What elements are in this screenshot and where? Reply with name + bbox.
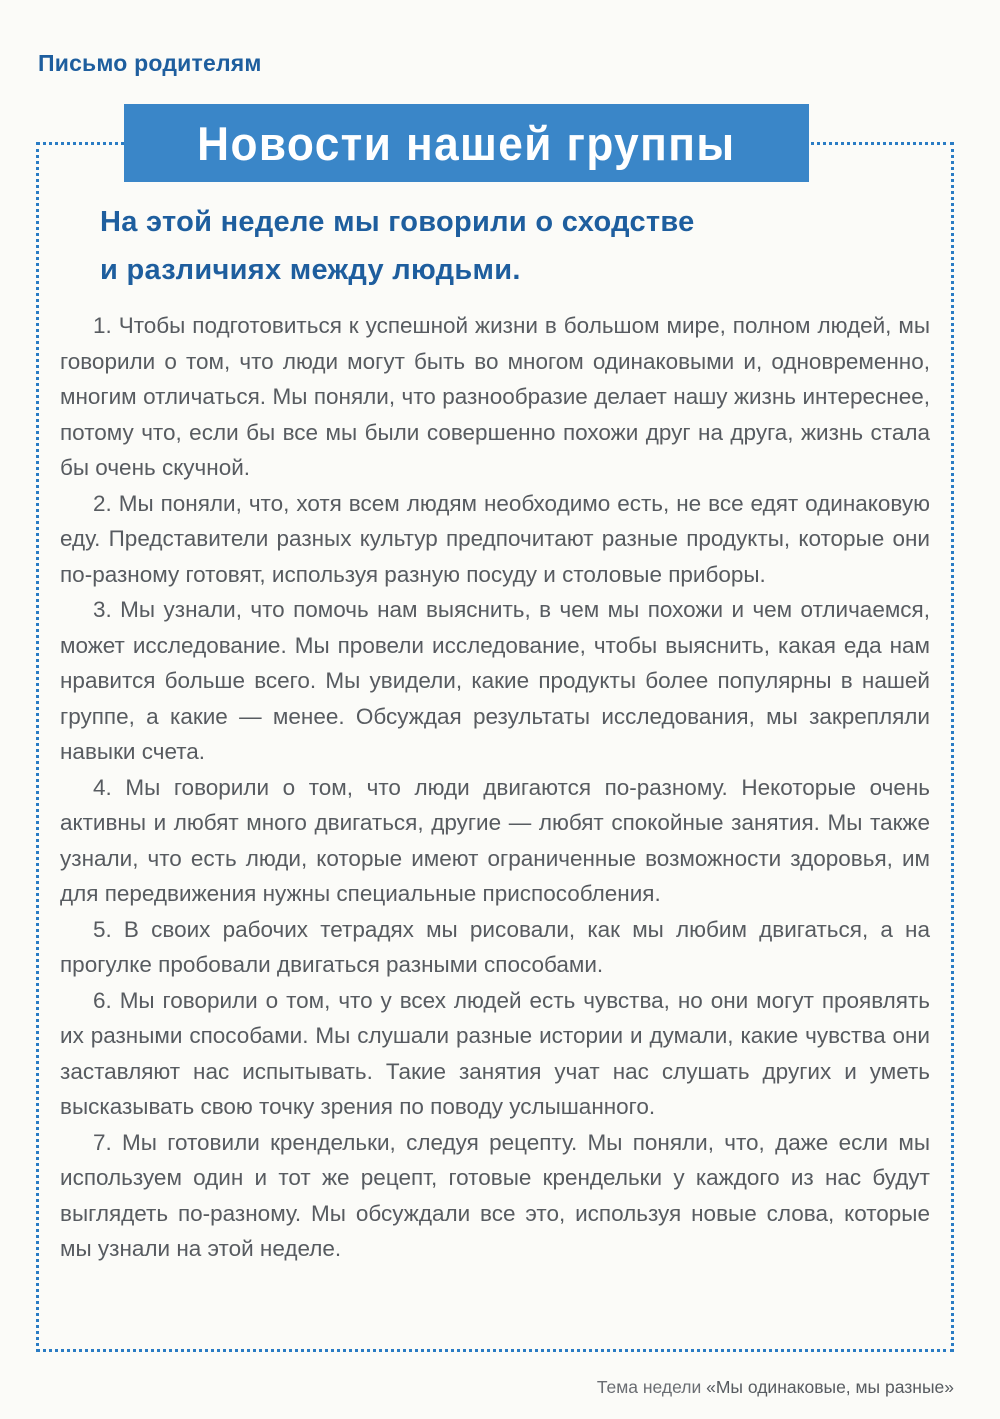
- subtitle-line-1: На этой неделе мы говорили о сходстве: [100, 206, 695, 238]
- paragraph-1: 1. Чтобы подготовиться к успешной жизни в большом мире, полном людей, мы говорили о том, что люди могут быть во многом одинаковыми и, одновременно, многим отличаться. Мы поняли, что разнообразие делает нашу жизнь интереснее, потому что, если бы все мы были совершенно похожи друг на друга, жизнь стала бы очень скучной.: [60, 313, 930, 480]
- title-banner: [124, 104, 809, 182]
- subtitle: [100, 198, 900, 294]
- section-label: Письмо родителям: [38, 50, 262, 76]
- body-text: [60, 308, 930, 1267]
- footer-theme-prefix: Тема недели: [596, 1377, 702, 1397]
- page-footer: [597, 1377, 954, 1398]
- paragraph-3: 3. Мы узнали, что помочь нам выяснить, в чем мы похожи и чем отличаемся, может исследование. Мы провели исследование, чтобы выяснить, какая еда нам нравится больше всего. Мы увидели, какие продукты более популярны в нашей группе, а какие — менее. Обсуждая результаты исследования, мы закрепляли навыки счета.: [60, 597, 930, 764]
- subtitle-line-2: и различиях между людьми.: [100, 254, 521, 286]
- paragraph-7: 7. Мы готовили крендельки, следуя рецепту. Мы поняли, что, даже если мы используем один и тот же рецепт, готовые крендельки у каждого из нас будут выглядеть по-разному. Мы обсуждали все это, используя новые слова, которые мы узнали на этой неделе.: [60, 1129, 930, 1261]
- paragraph-6: 6. Мы говорили о том, что у всех людей есть чувства, но они могут проявлять их разными способами. Мы слушали разные истории и думали, какие чувства они заставляют нас испытывать. Такие занятия учат нас слушать других и уметь высказывать свою точку зрения по поводу услышанного.: [60, 987, 930, 1119]
- page-title: Новости нашей группы: [197, 116, 736, 170]
- paragraph-2: 2. Мы поняли, что, хотя всем людям необходимо есть, не все едят одинаковую еду. Представители разных культур предпочитают разные продукты, которые они по-разному готовят, используя разную посуду и столовые приборы.: [60, 490, 930, 587]
- paragraph-5: 5. В своих рабочих тетрадях мы рисовали, как мы любим двигаться, а на прогулке пробовали двигаться разными способами.: [60, 916, 930, 977]
- paragraph-4: 4. Мы говорили о том, что люди двигаются по-разному. Некоторые очень активны и любят много двигаться, другие — любят спокойные занятия. Мы также узнали, что есть люди, которые имеют ограниченные возможности здоровья, им для передвижения нужны специальные приспособления.: [60, 774, 930, 906]
- footer-theme-name: «Мы одинаковые, мы разные»: [706, 1377, 954, 1397]
